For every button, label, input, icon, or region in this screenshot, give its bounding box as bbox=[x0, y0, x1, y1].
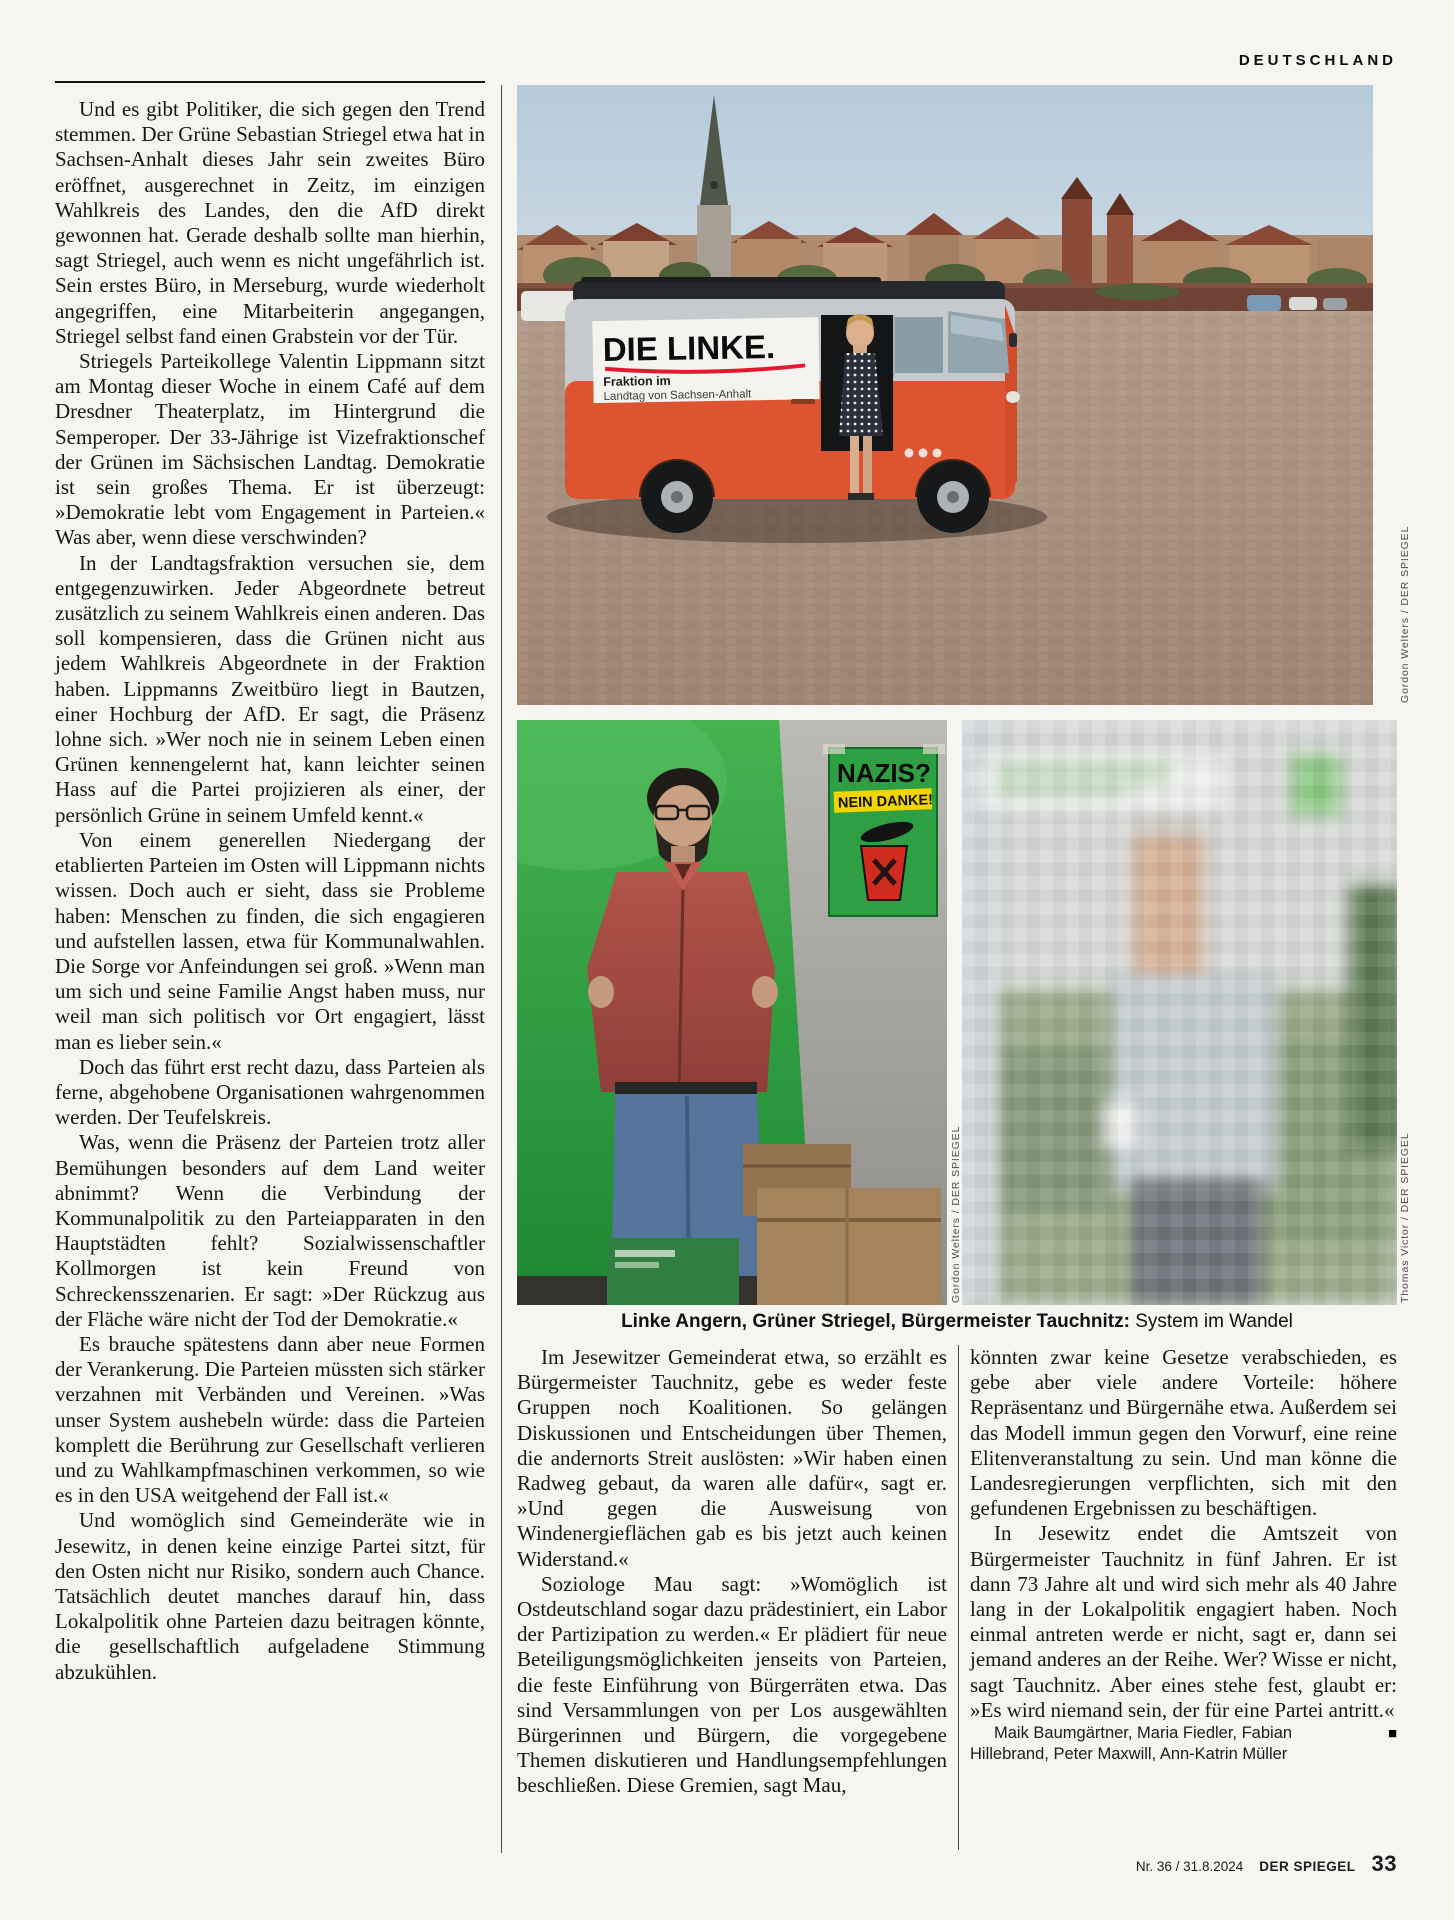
end-mark: ■ bbox=[1387, 1725, 1397, 1743]
pixelation-overlay bbox=[962, 720, 1397, 1305]
photo-credit-left: Gordon Welters / DER SPIEGEL bbox=[950, 1125, 962, 1303]
byline bbox=[970, 1723, 1397, 1765]
column-divider-left bbox=[501, 85, 502, 1853]
linke-van bbox=[565, 277, 1020, 533]
paragraph: könnten zwar keine Gesetze verabschieden, es gebe aber viele andere Vorteile: höhere Repräsentanz und Bürgernähe etwa. Außerdem sei das Modell immun gegen den Vorwurf, eine reine Elitenveranstaltung zu sein. Und man könne die Landesregierungen verpflichten, sich mit den gefundenen Ergebnissen zu beschäftigen. bbox=[970, 1345, 1397, 1521]
nazis-nein-danke-poster bbox=[823, 744, 945, 916]
column-divider-right bbox=[958, 1345, 959, 1850]
paragraph: Was, wenn die Präsenz der Parteien trotz aller Bemühungen besonders auf dem Land weiter abnimmt? Wenn die Verbindung der Kommunalpolitik zu den Parteiapparaten in den Hauptstädten fehlt? Sozialwissenschaftler Kollmorgen ist kein Freund von Schreckensszenarien. Er sagt: »Der Rückzug aus der Fläche wäre nicht der Tod der Demokratie.« bbox=[55, 1130, 485, 1331]
van-photo-illustration bbox=[517, 85, 1373, 705]
photo-credit-right: Thomas Victor / DER SPIEGEL bbox=[1399, 1132, 1411, 1303]
magazine-name: DER SPIEGEL bbox=[1259, 1859, 1356, 1874]
paragraph: In Jesewitz endet die Amtszeit von Bürgermeister Tauchnitz in fünf Jahren. Er ist dann 73 Jahre alt und wird sich mehr als 40 Jahre lang in der Lokalpolitik engagiert haben. Noch einmal antreten werde er nicht, sagt er, dann sei jemand anderes an der Reihe. Wer? Wisse er nicht, sagt Tauchnitz. Aber eines stehe fest, glaubt er: »Es wird niemand sein, der für eine Partei antritt.« bbox=[970, 1521, 1397, 1722]
issue-date: Nr. 36 / 31.8.2024 bbox=[1135, 1859, 1244, 1874]
caption-bold: Linke Angern, Grüner Striegel, Bürgermeister Tauchnitz: bbox=[621, 1311, 1130, 1332]
paragraph: Soziologe Mau sagt: »Womöglich ist Ostdeutschland sogar dazu prädestiniert, ein Labor der Partizipation zu werden.« Er plädiert für neue Beteiligungsmöglichkeiten jenseits von Parteien, die feste Einführung von Bürgerräten etwa. Das sind Versammlungen von per Los ausgewählten Bürgerinnen und Bürgern, die vorgegebene Themen diskutieren und Handlungsempfehlungen beschließen. Diese Gremien, sagt Mau, bbox=[517, 1571, 947, 1798]
van-logo-text: DIE LINKE. bbox=[602, 327, 776, 368]
column-top-rule bbox=[55, 81, 485, 83]
striegel-photo-illustration bbox=[517, 720, 947, 1305]
headlight bbox=[1006, 391, 1020, 403]
green-crate bbox=[607, 1238, 739, 1305]
article-column-right bbox=[970, 1345, 1397, 1765]
van-banner bbox=[592, 317, 819, 403]
caption-regular: System im Wandel bbox=[1129, 1311, 1293, 1332]
paragraph: Im Jesewitzer Gemeinderat etwa, so erzählt es Bürgermeister Tauchnitz, gebe es weder feste Gruppen noch Koalitionen. So gelängen Diskussionen und Entscheidungen über Themen, die andernorts Streit auslösten: »Wir haben einen Radweg gebaut, da waren alle dafür«, sagt er. »Und gegen die Ausweisung von Windenergieflächen gab es bis jetzt auch keinen Widerstand.« bbox=[517, 1345, 947, 1571]
poster-line2-text: NEIN DANKE! bbox=[837, 792, 934, 812]
page-footer bbox=[1136, 1851, 1397, 1877]
photo-tauchnitz-blurred bbox=[962, 720, 1397, 1305]
van-sub2-text: Landtag von Sachsen-Anhalt bbox=[603, 388, 752, 403]
paragraph: Und womöglich sind Gemeinderäte wie in Jesewitz, in denen keine einzige Partei sitzt, für den Osten nicht nur Risiko, sondern auch Chance. Tatsächlich deutet manches darauf hin, dass Lokalpolitik ohne Parteien dazu beitragen könnte, die gesellschaftlich aufgeladene Stimmung abzukühlen. bbox=[55, 1508, 485, 1684]
poster-line1-text: NAZIS? bbox=[837, 758, 931, 788]
photo-striegel-green-wall bbox=[517, 720, 947, 1305]
paragraph: Doch das führt erst recht dazu, dass Parteien als ferne, abgehobene Organisationen wahrgenommen werden. Der Teufelskreis. bbox=[55, 1054, 485, 1130]
article-column-middle bbox=[517, 1345, 947, 1799]
photo-caption bbox=[517, 1311, 1397, 1333]
page-number: 33 bbox=[1371, 1851, 1397, 1876]
photo-linke-van bbox=[517, 85, 1373, 705]
byline-text: Maik Baumgärtner, Maria Fiedler, Fabian Hillebrand, Peter Maxwill, Ann-Katrin Müller bbox=[970, 1724, 1293, 1764]
paragraph: In der Landtagsfraktion versuchen sie, dem entgegenzuwirken. Jeder Abgeordnete betreut zusätzlich zu seinem Wahlkreis einen anderen. Das soll kompensieren, dass die Grünen nicht aus jedem Wahlkreis Abgeordnete in der Fraktion haben. Lippmanns Zweitbüro liegt in Bautzen, einer Hochburg der AfD. Er sagt, die Präsenz lohne sich. »Wer noch nie in seinem Leben einen Grünen kennengelernt hat, kann leichter seinen Hass auf die Partei projizieren als einer, der persönlich Grüne in seinem Umfeld kennt.« bbox=[55, 550, 485, 827]
article-column-left bbox=[55, 97, 485, 1685]
door-handle bbox=[791, 399, 815, 404]
section-header: DEUTSCHLAND bbox=[1238, 52, 1397, 69]
social-icons bbox=[905, 449, 942, 458]
photo-credit-top: Gordon Welters / DER SPIEGEL bbox=[1399, 525, 1411, 703]
paragraph: Von einem generellen Niedergang der etablierten Parteien im Osten will Lippmann nichts wissen. Doch auch er sieht, dass sie Probleme haben: Menschen zu finden, die sich engagieren und aufstellen lassen, etwa für Kommunalwahlen. Die Sorge vor Anfeindungen sei groß. »Wenn man um sich und seine Familie Angst haben muss, nur weil man sich politisch vor Ort engagiert, lässt man es lieber sein.« bbox=[55, 827, 485, 1054]
van-sub1-text: Fraktion im bbox=[603, 373, 671, 389]
paragraph: Striegels Parteikollege Valentin Lippmann sitzt am Montag dieser Woche in einem Café auf dem Dresdner Theaterplatz, im Hintergrund die Semperoper. Der 33-Jährige ist Vizefraktionschef der Grünen im Sächsischen Landtag. Demokratie ist sein großes Thema. Er ist überzeugt: »Demokratie lebt vom Engagement in Parteien.« Was aber, wenn diese verschwinden? bbox=[55, 349, 485, 550]
paragraph: Und es gibt Politiker, die sich gegen den Trend stemmen. Der Grüne Sebastian Striegel etwa hat in Sachsen-Anhalt dieses Jahr sein zweites Büro eröffnet, ausgerechnet in Zeitz, im einzigen Wahlkreis des Landes, den die AfD direkt gewonnen hat. Gerade deshalb sollte man hierhin, sagt Striegel, auch wenn es nicht ungefährlich ist. Sein erstes Büro, in Merseburg, wurde wiederholt angegriffen, eine Mitarbeiterin angegangen, Striegel selbst fand einen Grabstein vor der Tür. bbox=[55, 97, 485, 348]
paragraph: Es brauche spätestens dann aber neue Formen der Verankerung. Die Parteien müssten sich stärker verzahnen mit Verbänden und Vereinen. »Was unser System aushebeln würde: dass die Parteien komplett die Berührung zur Gesellschaft verlieren und zu Wahlkampfmaschinen verkommen, so wie es in den USA weitgehend der Fall ist.« bbox=[55, 1331, 485, 1508]
